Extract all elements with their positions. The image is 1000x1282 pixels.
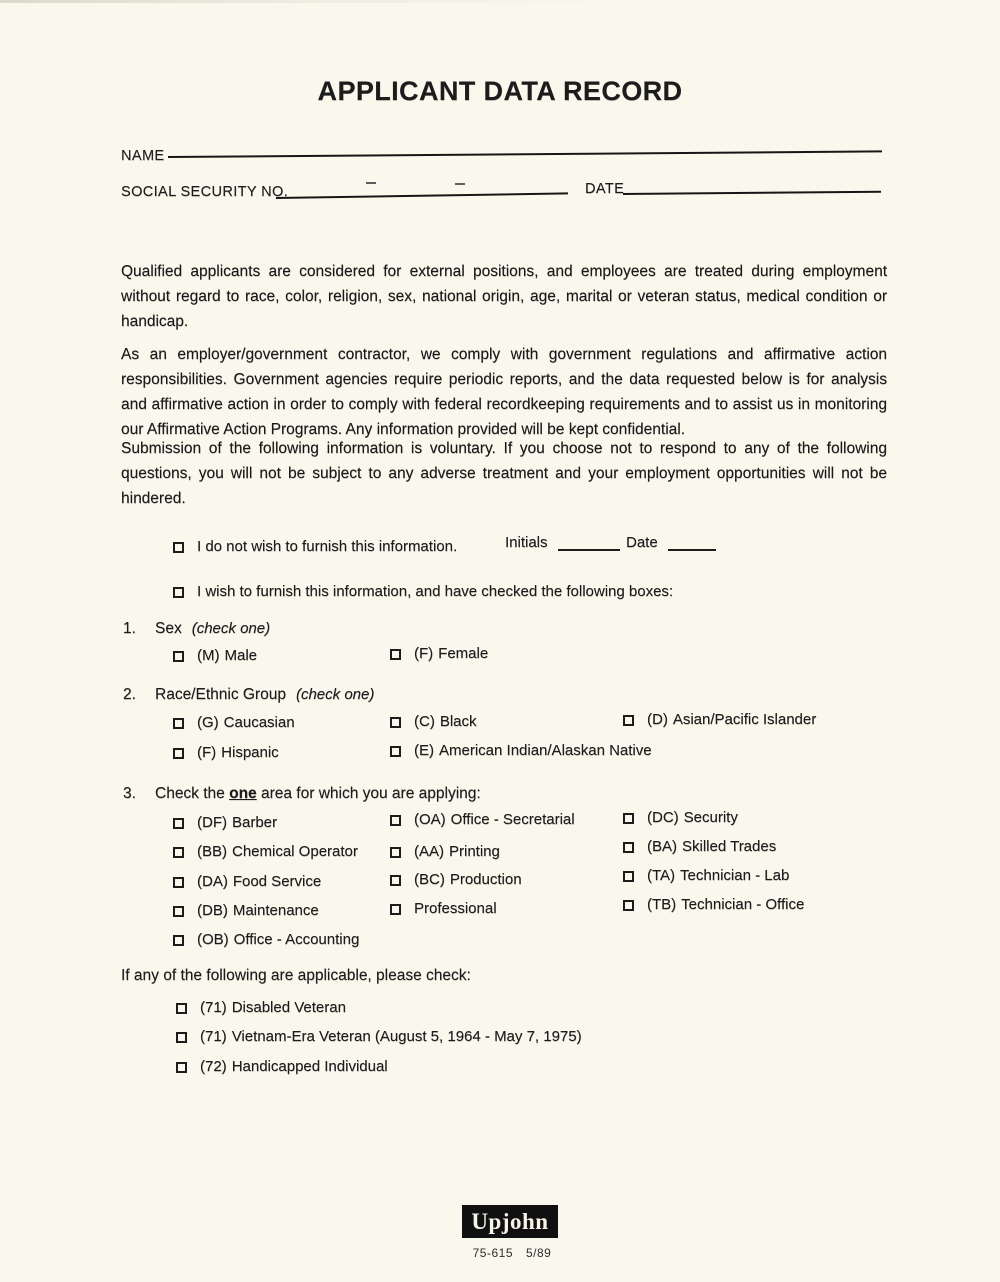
option-label: Hispanic — [221, 744, 279, 761]
checkbox[interactable] — [390, 815, 401, 826]
option-caucasian[interactable] — [173, 714, 295, 731]
checkbox[interactable] — [176, 1003, 187, 1014]
option-code: (F) — [197, 744, 217, 761]
checkbox[interactable] — [390, 875, 401, 886]
option-code: (AA) — [414, 843, 444, 860]
name-label: NAME — [121, 148, 165, 164]
option-office-accounting[interactable] — [173, 931, 359, 948]
option-code: (DF) — [197, 814, 227, 831]
eeo-statement-paragraph: Qualified applicants are considered for external positions, and employees are treated during employment without regard to race, color, religion, sex, national origin, age, marital or veteran status, medical condition or handicap. — [121, 262, 887, 330]
option-office-secretarial[interactable] — [390, 811, 575, 828]
option-hispanic[interactable] — [173, 744, 279, 761]
option-label: Production — [449, 871, 522, 888]
section-race-header — [123, 686, 374, 704]
option-barber[interactable] — [173, 814, 277, 831]
option-food-service[interactable] — [173, 873, 321, 890]
option-vietnam-era-veteran[interactable] — [176, 1028, 582, 1045]
option-code: (TA) — [647, 867, 676, 884]
option-code: (OA) — [414, 811, 446, 828]
check-one-note: (check one) — [191, 620, 271, 637]
applicable-section-title: If any of the following are applicable, please check: — [121, 967, 471, 984]
option-asian-pacific-islander[interactable] — [623, 711, 816, 728]
option-american-indian-alaskan-native[interactable] — [390, 742, 652, 759]
checkbox[interactable] — [623, 900, 634, 911]
checkbox[interactable] — [176, 1062, 187, 1073]
option-code: (DC) — [647, 809, 679, 826]
checkbox[interactable] — [173, 587, 184, 598]
checkbox[interactable] — [173, 748, 184, 759]
option-label: Disabled Veteran — [231, 999, 346, 1016]
contractor-statement-paragraph: As an employer/government contractor, we comply with government regulations and affirmative action responsibilities. Government agencies require periodic reports, and the data requested below is for analysis and affirmative action in order to comply with federal recordkeeping requirements and to assist us in monitoring our Affirmative Action Programs. Any information provided will be kept confidential. — [121, 345, 887, 438]
checkbox[interactable] — [173, 818, 184, 829]
option-code: (BA) — [647, 838, 677, 855]
option-code: (OB) — [197, 931, 229, 948]
checkbox[interactable] — [173, 906, 184, 917]
checkbox[interactable] — [173, 651, 184, 662]
option-label: Chemical Operator — [232, 843, 358, 860]
option-label: Printing — [449, 843, 500, 860]
checkbox[interactable] — [176, 1032, 187, 1043]
section-sex-header — [123, 620, 270, 638]
option-technician-lab[interactable] — [623, 867, 789, 884]
checkbox[interactable] — [390, 904, 401, 915]
section-number: 1. — [123, 620, 136, 637]
option-code: (G) — [197, 714, 219, 731]
option-label: Black — [439, 713, 477, 730]
option-male[interactable] — [173, 647, 257, 664]
option-code: (71) — [200, 1028, 227, 1045]
option-label: I do not wish to furnish this information. — [197, 538, 458, 555]
checkbox[interactable] — [173, 935, 184, 946]
option-label: Maintenance — [232, 902, 319, 919]
option-handicapped-individual[interactable] — [176, 1058, 388, 1075]
option-code: (DA) — [197, 873, 228, 890]
option-label: Office - Secretarial — [450, 811, 575, 828]
option-skilled-trades[interactable] — [623, 838, 776, 855]
upjohn-logo: Upjohn — [462, 1205, 558, 1238]
initials-field — [505, 534, 620, 551]
option-printing[interactable] — [390, 843, 500, 860]
section-title: Race/Ethnic Group — [155, 686, 286, 703]
option-label: Food Service — [232, 873, 322, 890]
option-security[interactable] — [623, 809, 738, 826]
initials-input-line[interactable] — [558, 536, 620, 551]
option-code: (C) — [414, 713, 435, 730]
option-label: Technician - Office — [681, 896, 805, 913]
option-label: Male — [224, 647, 258, 664]
section-title: Sex — [155, 620, 182, 637]
option-label: Office - Accounting — [233, 931, 360, 948]
option-technician-office[interactable] — [623, 896, 804, 913]
option-label: Asian/Pacific Islander — [672, 711, 817, 728]
ssn-input-line[interactable] — [276, 192, 568, 199]
checkbox[interactable] — [173, 542, 184, 553]
date-label: DATE — [585, 181, 625, 197]
option-label: Caucasian — [223, 714, 295, 731]
form-number: 75-615 — [472, 1246, 513, 1260]
option-label: Vietnam-Era Veteran (August 5, 1964 - May 7, 1975) — [231, 1028, 582, 1045]
checkbox[interactable] — [390, 847, 401, 858]
checkbox[interactable] — [623, 842, 634, 853]
ssn-separator-dash — [366, 182, 376, 184]
consent-date-input-line[interactable] — [668, 536, 716, 551]
consent-date-label: Date — [626, 534, 658, 551]
checkbox[interactable] — [173, 718, 184, 729]
option-label: Female — [438, 645, 489, 662]
date-input-line[interactable] — [623, 191, 881, 195]
option-female[interactable] — [390, 645, 488, 662]
ssn-label: SOCIAL SECURITY NO. — [121, 184, 289, 200]
emphasized-one: one — [229, 785, 257, 802]
option-maintenance[interactable] — [173, 902, 319, 919]
voluntary-statement-paragraph: Submission of the following information is voluntary. If you choose not to respond to any of the following questions, you will not be subject to any adverse treatment and your employment opportunities will not be hindered. — [121, 439, 887, 507]
name-input-line[interactable] — [168, 150, 882, 158]
form-code — [432, 1246, 592, 1260]
option-label: American Indian/Alaskan Native — [439, 742, 652, 759]
section-area-header — [123, 785, 481, 803]
checkbox[interactable] — [390, 649, 401, 660]
checkbox[interactable] — [173, 877, 184, 888]
option-code: (BB) — [197, 843, 227, 860]
section-title: Check the one area for which you are applying: — [155, 785, 481, 802]
option-code: (F) — [414, 645, 434, 662]
checkbox[interactable] — [173, 847, 184, 858]
option-label: Handicapped Individual — [231, 1058, 388, 1075]
option-wish-to-furnish[interactable] — [173, 583, 673, 600]
option-code: (DB) — [197, 902, 228, 919]
option-black[interactable] — [390, 713, 477, 730]
checkbox[interactable] — [390, 717, 401, 728]
option-label: Technician - Lab — [680, 867, 790, 884]
option-code: (72) — [200, 1058, 227, 1075]
option-code: (TB) — [647, 896, 677, 913]
scan-edge-artifact — [0, 0, 620, 3]
option-label: Security — [683, 809, 738, 826]
form-revision: 5/89 — [526, 1246, 552, 1260]
option-do-not-furnish[interactable] — [173, 538, 457, 555]
ssn-separator-dash — [455, 183, 465, 185]
check-one-note: (check one) — [295, 686, 375, 703]
option-chemical-operator[interactable] — [173, 843, 358, 860]
option-code: (E) — [414, 742, 434, 759]
checkbox[interactable] — [390, 746, 401, 757]
consent-date-field — [626, 534, 716, 551]
section-number: 2. — [123, 686, 136, 703]
checkbox[interactable] — [623, 813, 634, 824]
option-code: (D) — [647, 711, 668, 728]
section-number: 3. — [123, 785, 136, 802]
checkbox[interactable] — [623, 871, 634, 882]
checkbox[interactable] — [623, 715, 634, 726]
option-disabled-veteran[interactable] — [176, 999, 346, 1016]
option-code: (71) — [200, 999, 227, 1016]
option-label: Skilled Trades — [682, 838, 777, 855]
page-title: APPLICANT DATA RECORD — [317, 76, 683, 106]
option-label: I wish to furnish this information, and have checked the following boxes: — [197, 583, 674, 600]
initials-label: Initials — [505, 534, 548, 551]
option-label: Professional — [414, 900, 497, 917]
option-production[interactable] — [390, 871, 522, 888]
option-professional[interactable] — [390, 900, 497, 917]
option-code: (M) — [197, 647, 220, 664]
option-code: (BC) — [414, 871, 445, 888]
option-label: Barber — [232, 814, 278, 831]
